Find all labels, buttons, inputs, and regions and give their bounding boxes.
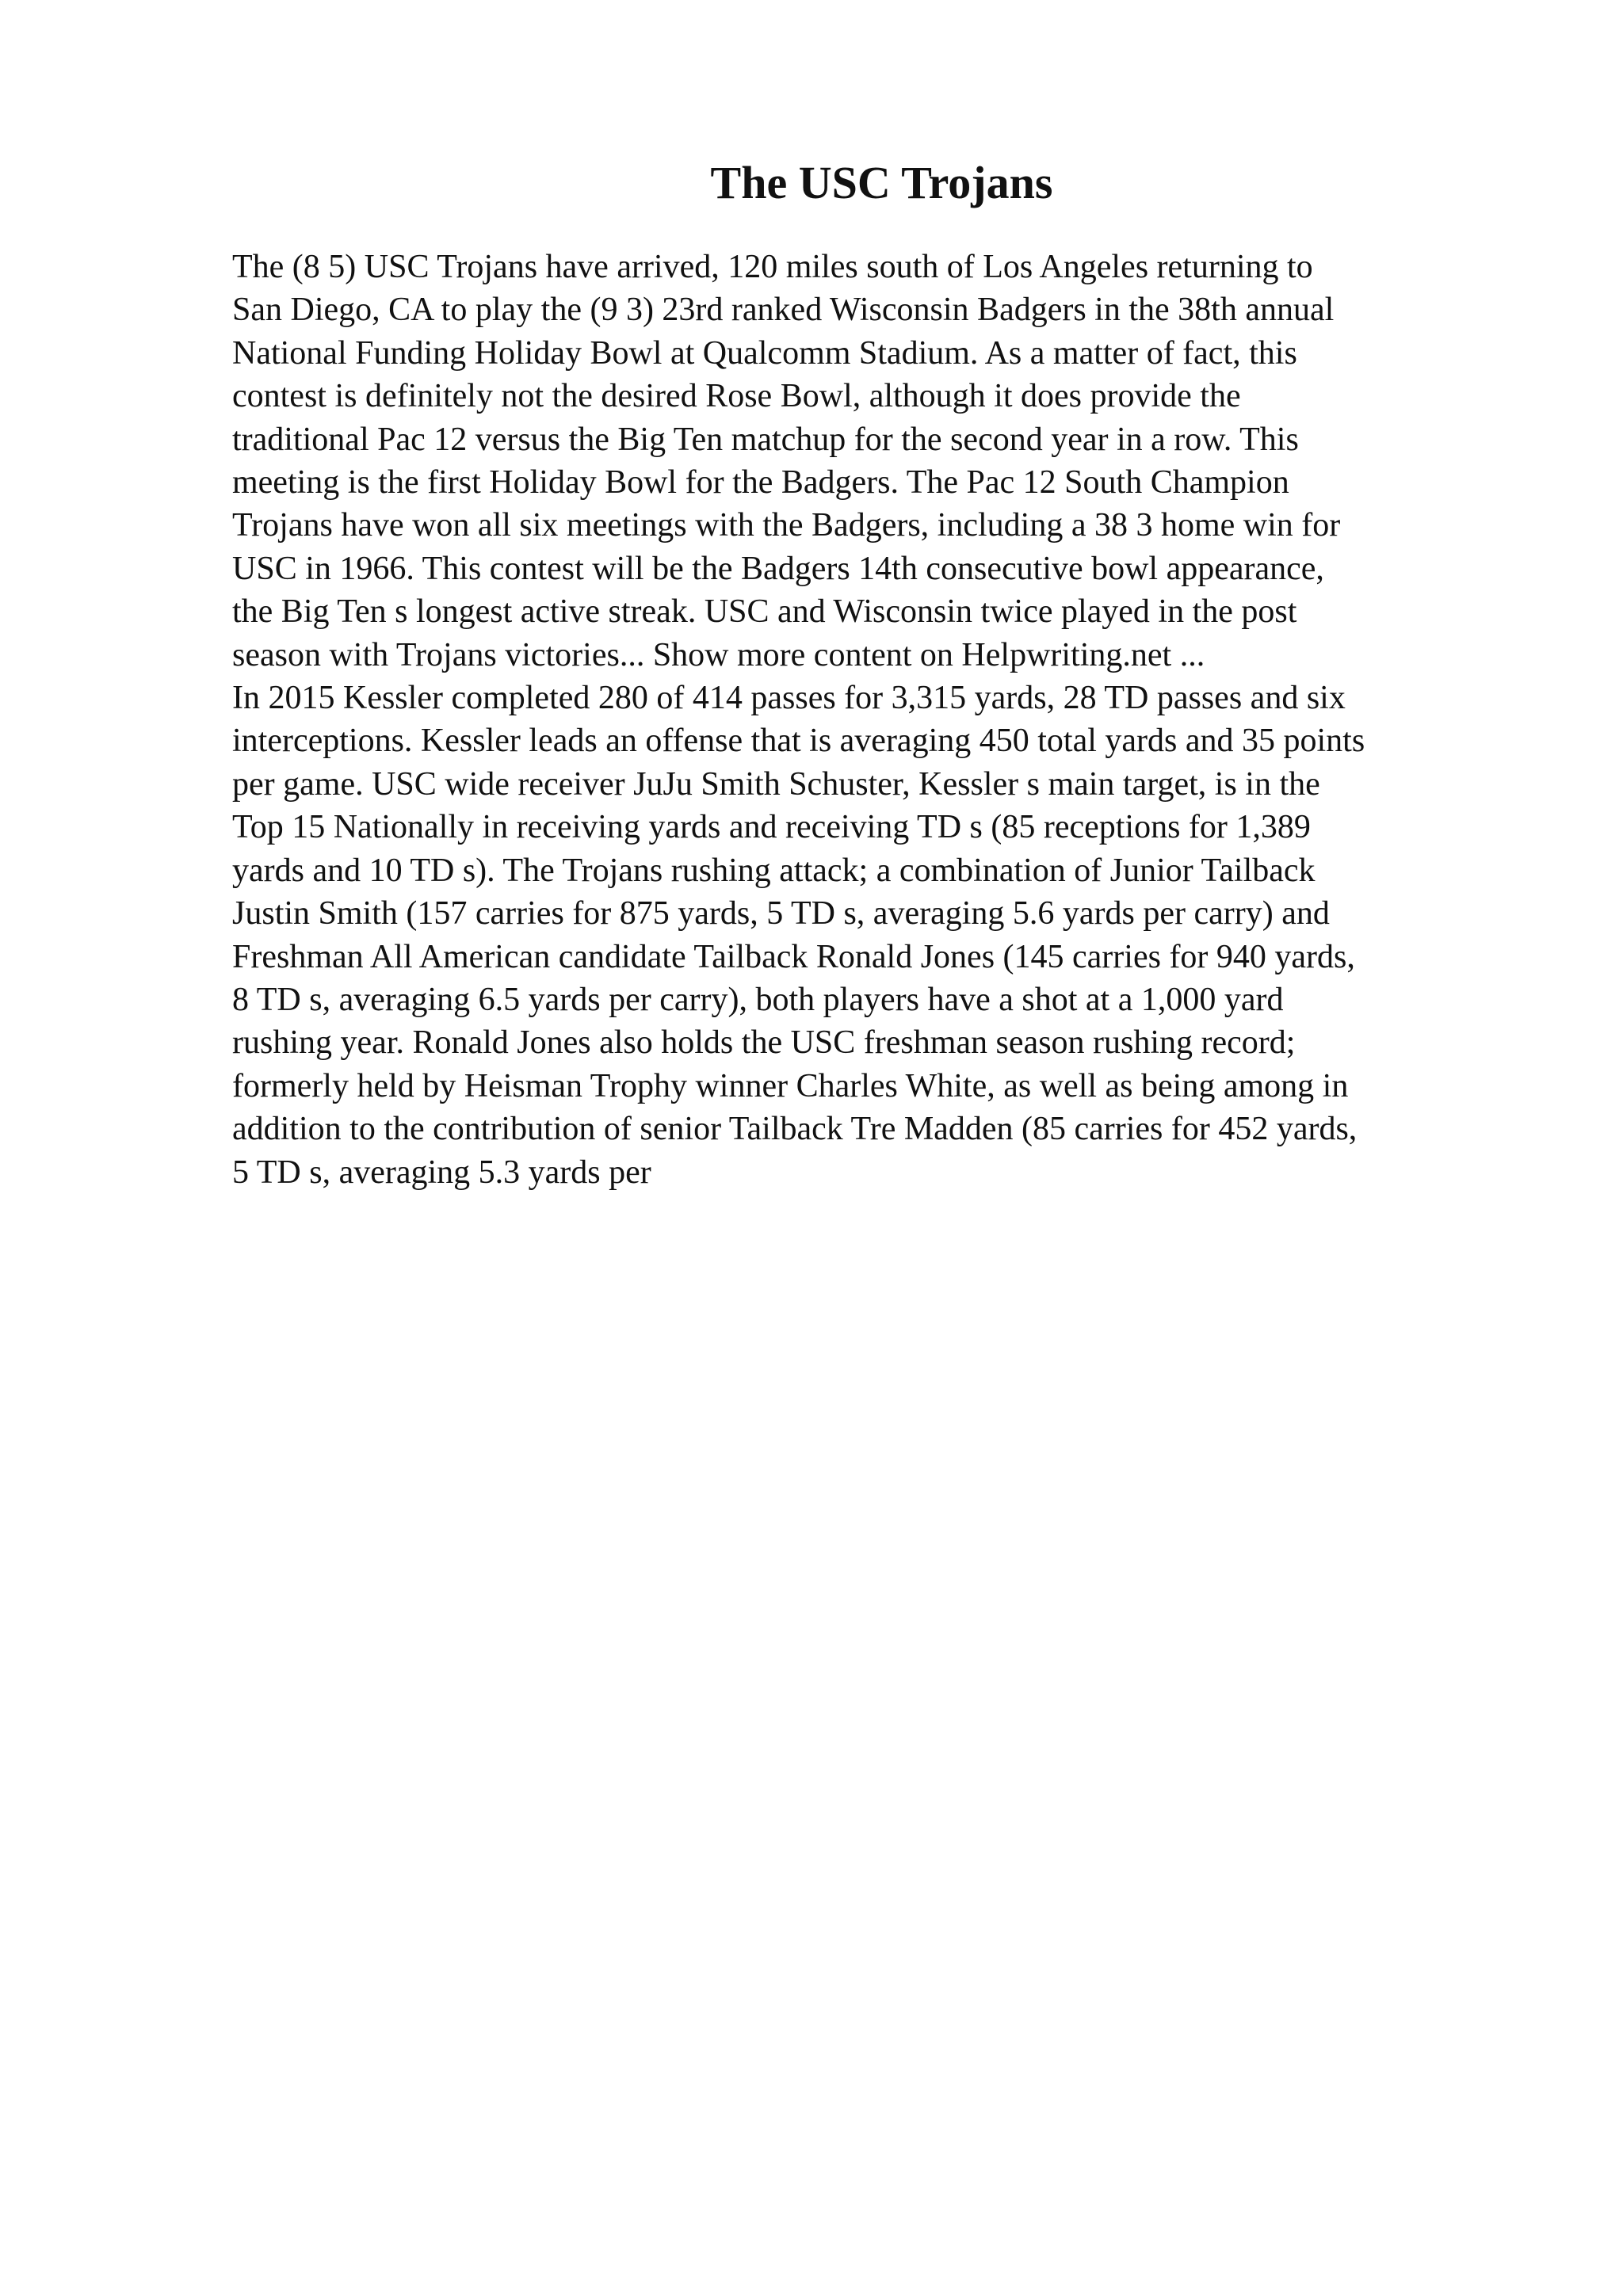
text-line: Freshman All American candidate Tailback Ronald Jones (145 carries for 940 yards, [232,938,1355,975]
paragraph-intro [232,246,1508,677]
text-line: Trojans have won all six meetings with the Badgers, including a 38 3 home win for [232,507,1341,544]
text-line: addition to the contribution of senior Tailback Tre Madden (85 carries for 452 yards, [232,1111,1358,1148]
text-line: San Diego, CA to play the (9 3) 23rd ranked Wisconsin Badgers in the 38th annual [232,292,1335,329]
text-line: 5 TD s, averaging 5.3 yards per [232,1154,651,1191]
text-line: meeting is the first Holiday Bowl for the Badgers. The Pac 12 South Champion [232,464,1289,502]
text-line: traditional Pac 12 versus the Big Ten matchup for the second year in a row. This [232,421,1299,458]
text-line: the Big Ten s longest active streak. USC and Wisconsin twice played in the post [232,593,1297,631]
text-line: contest is definitely not the desired Rose Bowl, although it does provide the [232,378,1241,415]
text-line: yards and 10 TD s). The Trojans rushing attack; a combination of Junior Tailback [232,852,1316,889]
text-line: Justin Smith (157 carries for 875 yards, 5 TD s, averaging 5.6 yards per carry) and [232,895,1330,933]
text-line: per game. USC wide receiver JuJu Smith Schuster, Kessler s main target, is in the [232,765,1320,803]
paragraph-stats [232,677,1508,1194]
text-line: USC in 1966. This contest will be the Badgers 14th consecutive bowl appearance, [232,550,1324,587]
text-line: National Funding Holiday Bowl at Qualcomm Stadium. As a matter of fact, this [232,334,1297,372]
text-line: In 2015 Kessler completed 280 of 414 passes for 3,315 yards, 28 TD passes and six [232,680,1346,717]
text-line: rushing year. Ronald Jones also holds the USC freshman season rushing record; [232,1024,1296,1062]
text-line: interceptions. Kessler leads an offense that is averaging 450 total yards and 35 points [232,723,1365,760]
document-body [232,246,1508,1194]
text-line: formerly held by Heisman Trophy winner Charles White, as well as being among in [232,1067,1349,1104]
text-line: 8 TD s, averaging 6.5 yards per carry), both players have a shot at a 1,000 yard [232,981,1284,1018]
document-title: The USC Trojans [710,157,1053,208]
text-line: The (8 5) USC Trojans have arrived, 120 miles south of Los Angeles returning to [232,249,1313,285]
text-line: season with Trojans victories... Show more content on Helpwriting.net ... [232,636,1205,673]
text-line: Top 15 Nationally in receiving yards and receiving TD s (85 receptions for 1,389 [232,809,1311,846]
